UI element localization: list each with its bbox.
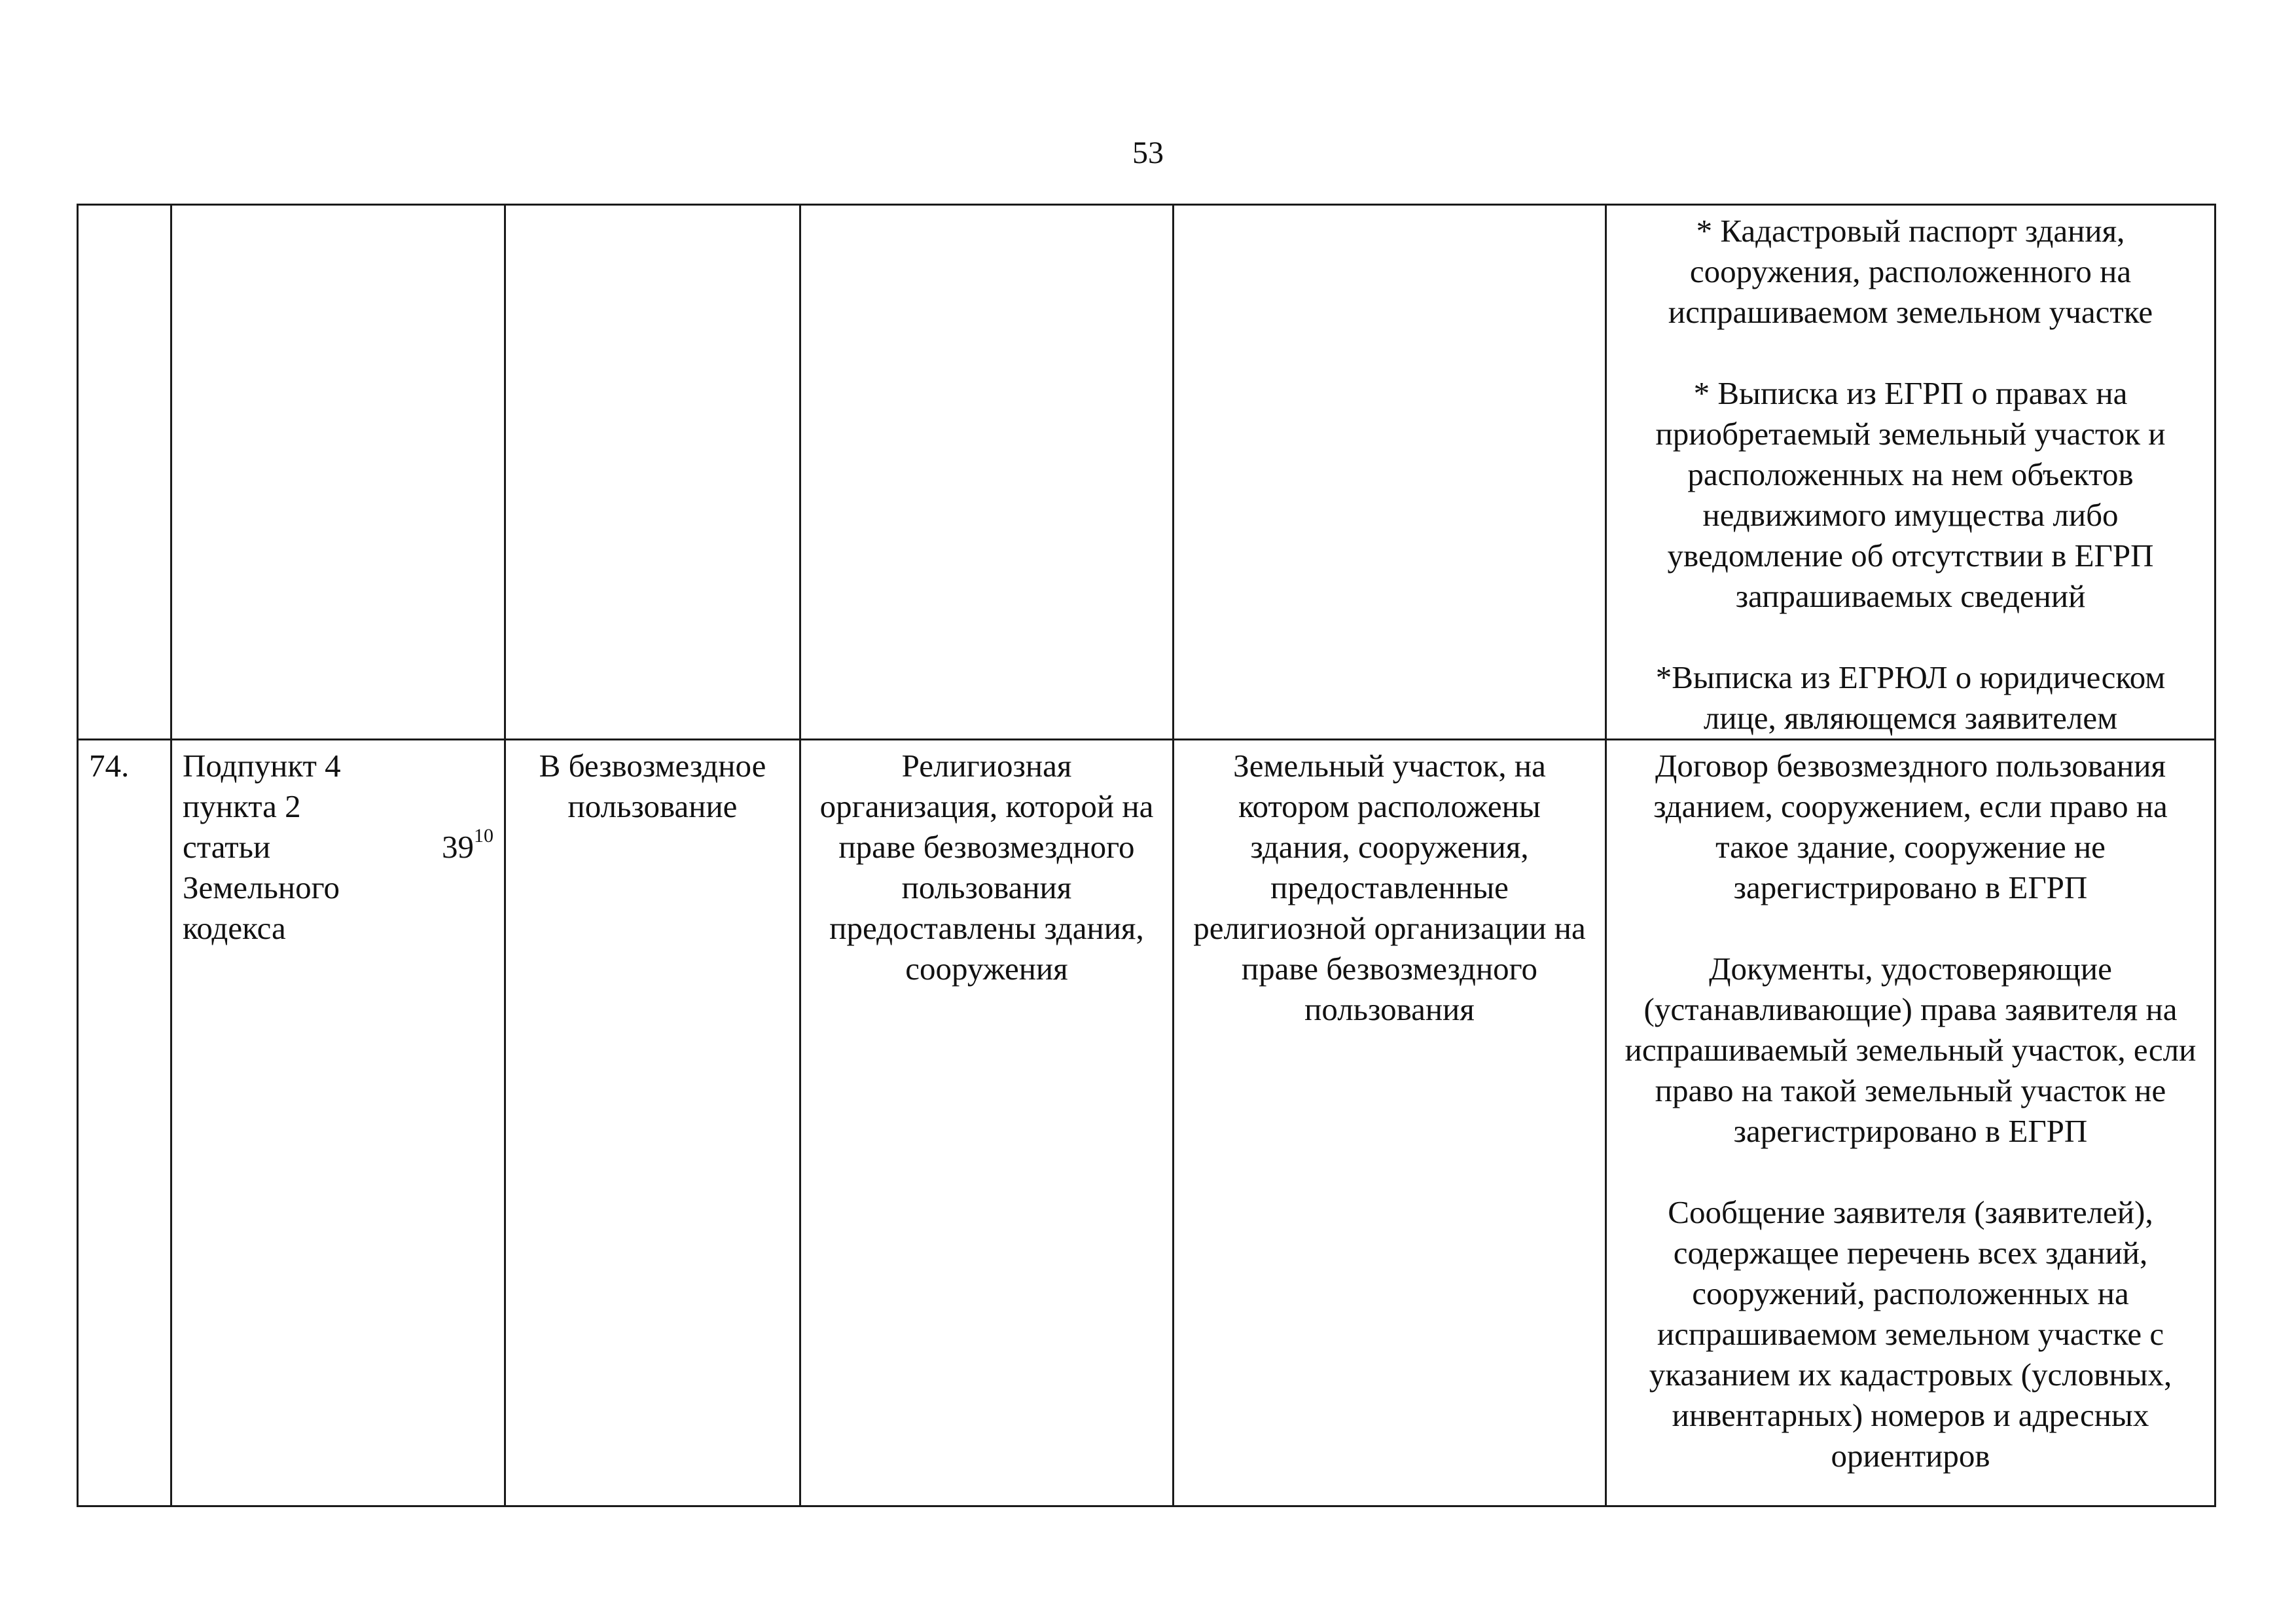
document-item: Документы, удостоверяющие (устанавливающие) права заявителя на испрашиваемый земельный участок, если право на такой земельный участок не зарегистрировано в ЕГРП	[1624, 951, 2197, 1149]
cell-row-number	[78, 740, 171, 1506]
land-documents-table	[77, 204, 2216, 1507]
table-row-74	[78, 740, 2215, 1506]
cell-right-type-empty	[505, 205, 800, 740]
right-type-text: В безвозмездное пользование	[539, 748, 766, 824]
basis-line: кодекса	[183, 910, 286, 946]
basis-line: пункта 2	[183, 788, 301, 824]
document-item: *Выписка из ЕГРЮЛ о юридическом лице, являющемся заявителем	[1655, 659, 2166, 736]
cell-documents-continued	[1606, 205, 2215, 740]
basis-article-word: статьи	[183, 829, 271, 865]
article-superscript: 10	[474, 825, 493, 847]
basis-line: Подпункт 4	[183, 748, 341, 784]
land-plot-text: Земельный участок, на котором расположены здания, сооружения, предоставленные религиозной организации на праве безвозмездного пользования	[1193, 748, 1586, 1027]
cell-legal-basis	[171, 740, 505, 1506]
cell-applicant	[800, 740, 1174, 1506]
cell-land-plot-empty	[1174, 205, 1606, 740]
document-item: Сообщение заявителя (заявителей), содержащее перечень всех зданий, сооружений, расположенных на испрашиваемом земельном участке с указанием их кадастровых (условных, инвентарных) номеров и адресных ориентиров	[1649, 1194, 2172, 1474]
cell-number-empty	[78, 205, 171, 740]
document-item: * Выписка из ЕГРП о правах на приобретаемый земельный участок и расположенных на нем объектов недвижимого имущества либо уведомление об отсутствии в ЕГРП запрашиваемых сведений	[1655, 375, 2166, 614]
applicant-text: Религиозная организация, которой на праве безвозмездного пользования предоставлены здания, сооружения	[819, 748, 1154, 987]
basis-article-line	[183, 827, 493, 867]
row-number: 74.	[89, 748, 130, 784]
cell-right-type	[505, 740, 800, 1506]
basis-article-number: $39^{10}$	[442, 825, 493, 865]
cell-applicant-empty	[800, 205, 1174, 740]
table-row-continued	[78, 205, 2215, 740]
basis-line: Земельного	[183, 869, 340, 905]
cell-land-plot	[1174, 740, 1606, 1506]
document-item: * Кадастровый паспорт здания, сооружения, расположенного на испрашиваемом земельном участке	[1668, 213, 2153, 330]
cell-basis-empty	[171, 205, 505, 740]
page-number: 53	[1132, 136, 1164, 170]
document-item: Договор безвозмездного пользования зданием, сооружением, если право на такое здание, сооружение не зарегистрировано в ЕГРП	[1653, 748, 2168, 905]
cell-documents	[1606, 740, 2215, 1506]
